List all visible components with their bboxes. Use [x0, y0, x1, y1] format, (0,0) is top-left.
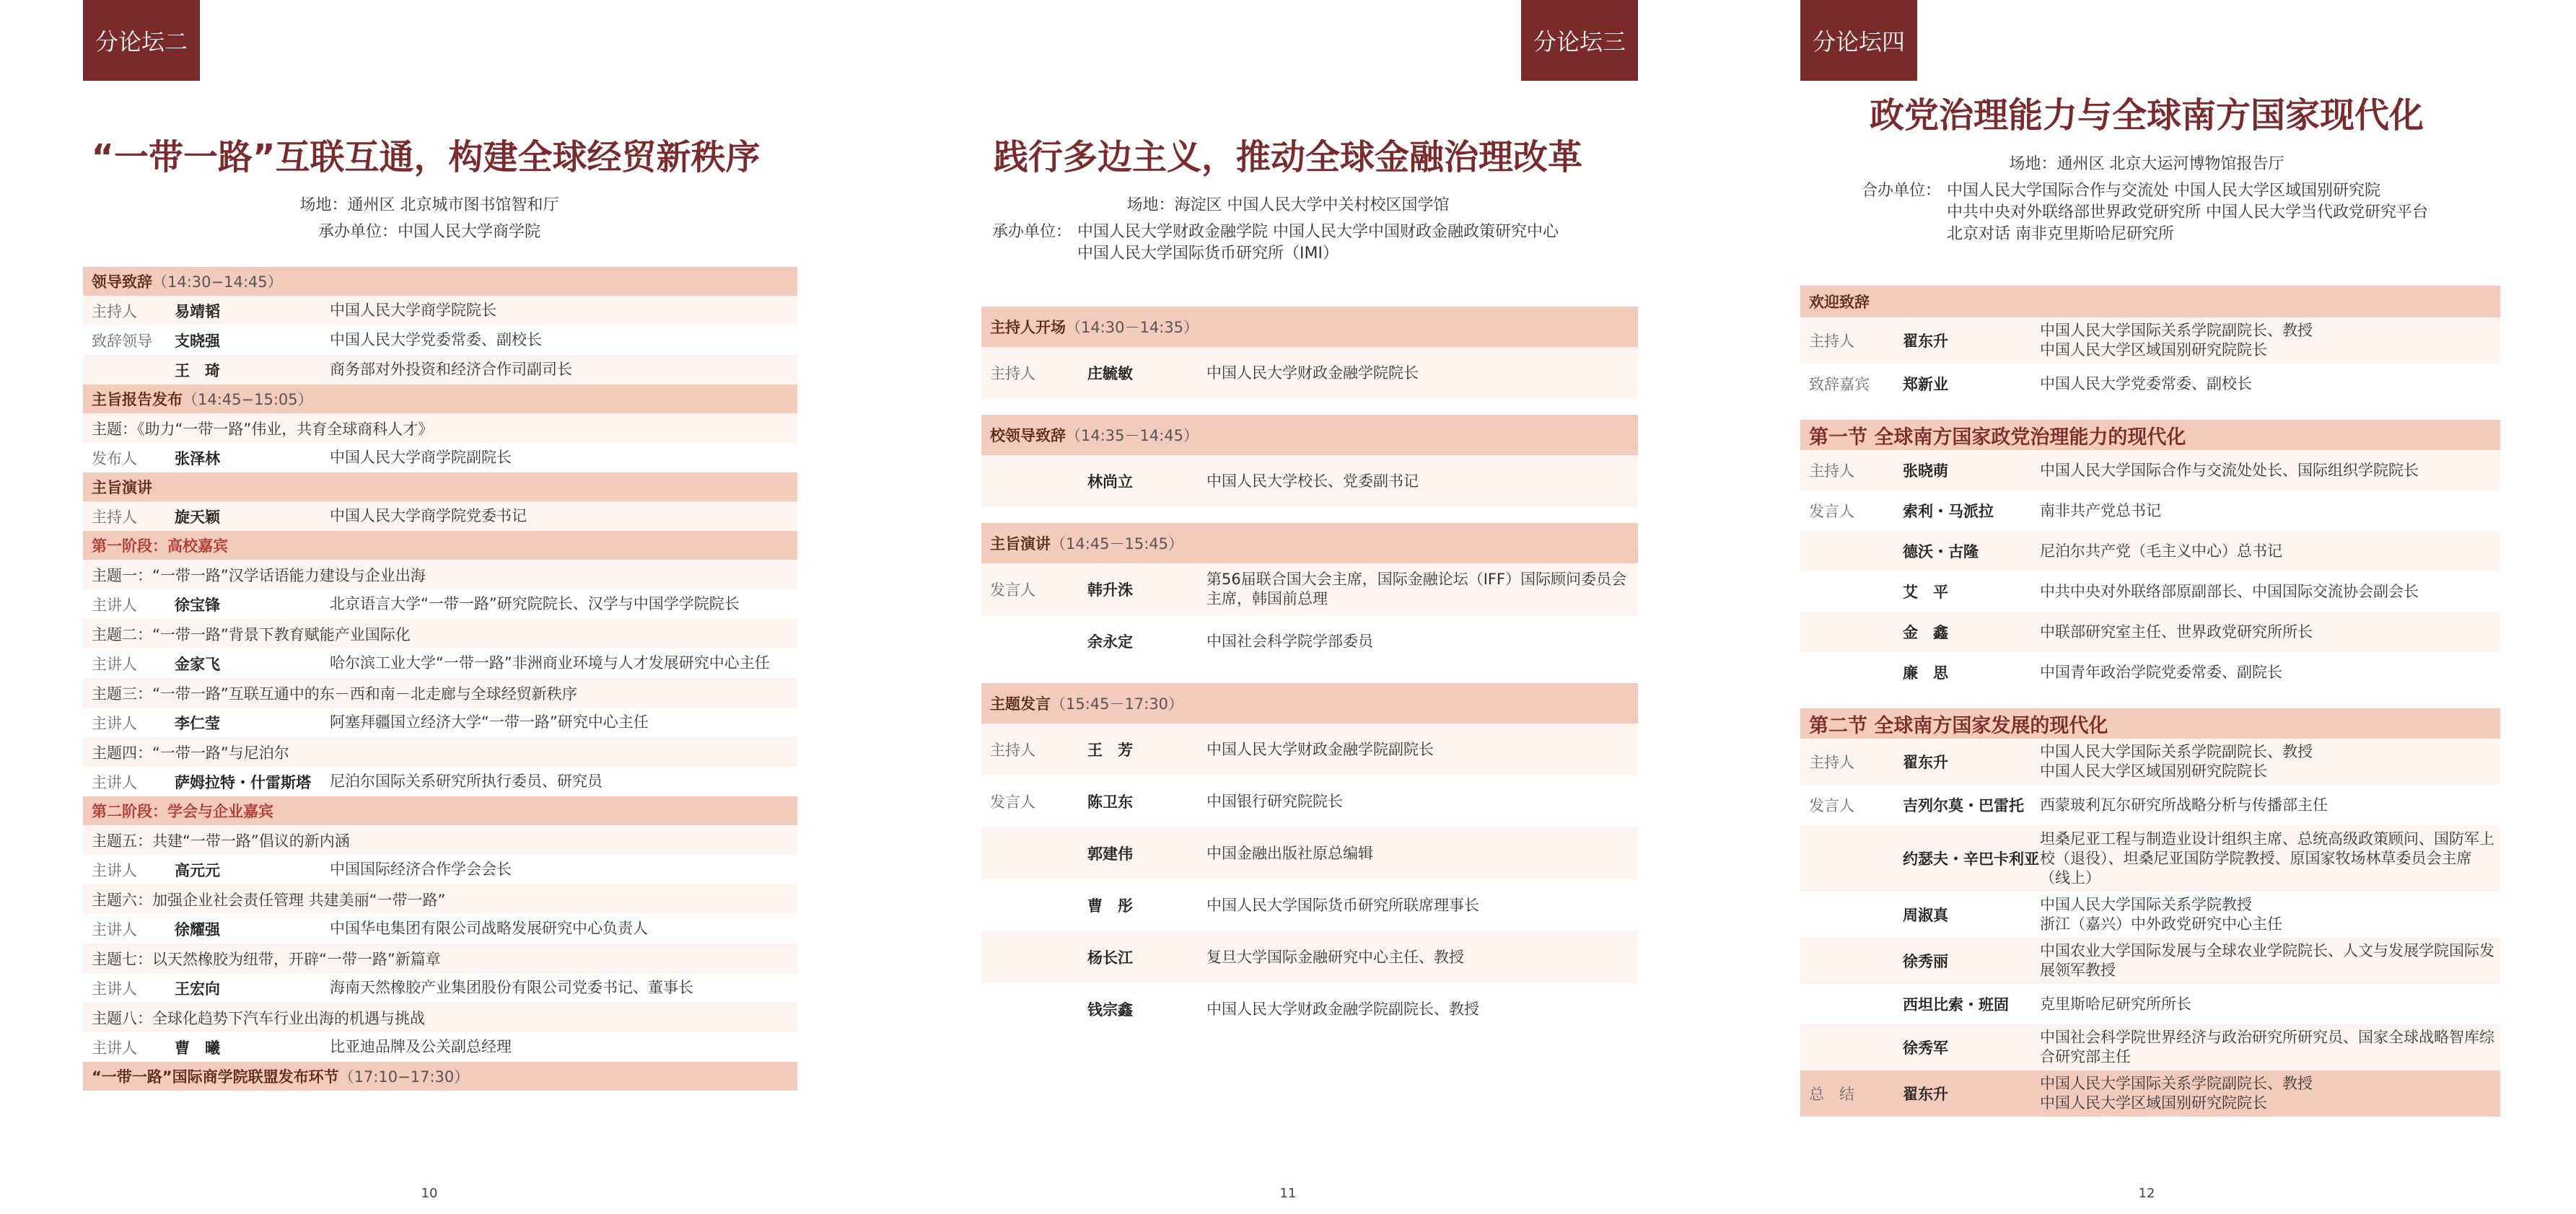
section-title: 主旨演讲 [990, 535, 1051, 553]
person-name: 张晓萌 [1903, 462, 1948, 480]
role-label: 致辞嘉宾 [1809, 376, 1870, 393]
topic-text: 主题八：全球化趋势下汽车行业出海的机遇与挑战 [92, 1009, 425, 1027]
person-name: 李仁莹 [175, 714, 220, 732]
topic-text: 主题七：以天然橡胶为纽带，开辟“一带一路”新篇章 [92, 950, 441, 968]
person-name: 韩升洙 [1087, 581, 1133, 599]
section-header [83, 472, 797, 501]
person-title: 中国国际经济合作学会会长 [330, 861, 512, 878]
section-header [981, 523, 1638, 563]
person-title: 北京语言大学“一带一路”研究院院长、汉学与中国学学院院长 [330, 595, 740, 612]
host-line: 中共中央对外联络部世界政党研究所 中国人民大学当代政党研究平台 [1947, 203, 2429, 221]
person-title: 尼泊尔共产党（毛主义中心）总书记 [2040, 542, 2282, 560]
person-title: 中国人民大学财政金融学院副院长 [1206, 740, 1434, 758]
person-name: 郭建伟 [1087, 845, 1133, 863]
person-name: 徐秀军 [1903, 1039, 1948, 1057]
topic-text: 主题三：“一带一路”互联互通中的东－西和南－北走廊与全球经贸新秩序 [92, 685, 577, 703]
section-header [83, 267, 797, 296]
section-title: 领导致辞 [92, 273, 152, 291]
topic-row [83, 944, 797, 973]
host-label: 承办单位： [992, 223, 1072, 241]
person-title: 中国青年政治学院党委常委、副院长 [2040, 663, 2282, 681]
person-title: 中联部研究室主任、世界政党研究所所长 [2040, 623, 2313, 641]
person-title: 中国人民大学商学院副院长 [330, 449, 512, 466]
section-header [83, 1062, 797, 1091]
section-header [981, 415, 1638, 455]
section-time: （14:45−15:05） [183, 391, 313, 408]
person-title: 坦桑尼亚工程与制造业设计组织主席、总统高级政策顾问、国防军上校（退役）、坦桑尼亚国防学院教授、原国家牧场林草委员会主席（线上） [2040, 830, 2494, 887]
person-title: 中国人民大学国际关系学院副院长、教授 中国人民大学区域国别研究院院长 [2040, 1075, 2313, 1112]
person-name: 萨姆拉特・什雷斯塔 [175, 773, 311, 791]
section-header [981, 307, 1638, 347]
person-title: 阿塞拜疆国立经济大学“一带一路”研究中心主任 [330, 713, 649, 731]
person-title: 中国人民大学国际合作与交流处处长、国际组织学院院长 [2040, 461, 2419, 479]
person-title: 中国人民大学财政金融学院院长 [1206, 364, 1419, 382]
person-title: 中国社会科学院学部委员 [1206, 632, 1373, 650]
role-label: 主持人 [1809, 754, 1854, 771]
program-row [1800, 571, 2500, 612]
page-title: “一带一路”互联互通，构建全球经贸新秩序 [91, 137, 761, 177]
section-title: 主持人开场 [990, 319, 1066, 336]
program-row [83, 501, 797, 531]
person-title: 中国人民大学国际货币研究所联席理事长 [1206, 896, 1479, 914]
page-number: 11 [1279, 1186, 1297, 1201]
program-row [981, 455, 1638, 507]
role-label: 主讲人 [92, 980, 137, 998]
person-title: 比亚迪品牌及公关副总经理 [330, 1038, 512, 1055]
program-list [1800, 286, 2500, 1117]
person-name: 徐宝锋 [175, 596, 220, 614]
forum-tag: 分论坛三 [1521, 0, 1638, 81]
program-row [83, 1032, 797, 1062]
role-label: 致辞领导 [92, 332, 152, 350]
person-title: 中国农业大学国际发展与全球农业学院院长、人文与发展学院国际发展领军教授 [2040, 942, 2494, 979]
person-name: 艾 平 [1903, 584, 1948, 601]
program-row [1800, 1070, 2500, 1117]
section-title: 第二阶段：学会与企业嘉宾 [92, 803, 273, 820]
person-name: 庄毓敏 [1087, 365, 1133, 382]
person-name: 徐秀丽 [1903, 953, 1948, 970]
page-11 [859, 0, 1717, 1214]
program-row [1800, 652, 2500, 692]
page-number: 12 [2138, 1186, 2155, 1201]
section-title: 欢迎致辞 [1809, 294, 1870, 311]
section-title: 第二节 全球南方国家发展的现代化 [1809, 714, 2108, 737]
program-row [1800, 739, 2500, 785]
program-row [83, 648, 797, 678]
program-row [1800, 984, 2500, 1024]
program-row [83, 296, 797, 325]
person-title: 商务部对外投资和经济合作司副司长 [330, 361, 572, 378]
program-row [981, 879, 1638, 931]
section-header [1800, 420, 2500, 450]
topic-row [83, 678, 797, 708]
section-time: （15:45－17:30） [1051, 695, 1184, 713]
program-row [1800, 317, 2500, 364]
program-row [83, 973, 797, 1003]
topic-row [83, 825, 797, 855]
topic-text: 主题六：加强企业社会责任管理 共建美丽“一带一路” [92, 891, 446, 909]
person-name: 约瑟夫・辛巴卡利亚 [1903, 850, 2039, 868]
person-name: 易靖韬 [175, 302, 220, 320]
role-label: 主持人 [1809, 462, 1854, 480]
person-name: 旋天颖 [175, 508, 220, 526]
person-name: 翟东升 [1903, 754, 1948, 771]
person-title: 中国人民大学财政金融学院副院长、教授 [1206, 1000, 1479, 1018]
person-title: 克里斯哈尼研究所所长 [2040, 995, 2191, 1013]
person-title: 尼泊尔国际关系研究所执行委员、研究员 [330, 773, 603, 790]
person-title: 中国人民大学国际关系学院副院长、教授 中国人民大学区域国别研究院院长 [2040, 322, 2313, 359]
person-name: 郑新业 [1903, 376, 1948, 393]
person-name: 王 琦 [175, 361, 220, 379]
page-title: 践行多边主义，推动全球金融治理改革 [993, 137, 1582, 177]
person-title: 中国人民大学国际关系学院教授 浙江（嘉兴）中外政党研究中心主任 [2040, 896, 2282, 933]
section-header [1800, 286, 2500, 317]
person-name: 索利・马派拉 [1903, 503, 1994, 520]
section-time: （17:10−17:30） [338, 1068, 470, 1086]
section-time: （14:30−14:45） [152, 273, 283, 291]
program-row [1800, 785, 2500, 825]
person-title: 中国人民大学党委常委、副校长 [330, 331, 542, 348]
program-row [1800, 491, 2500, 531]
person-title: 南非共产党总书记 [2040, 501, 2161, 519]
program-row [1800, 892, 2500, 938]
role-label: 主讲人 [92, 920, 137, 938]
program-row [981, 347, 1638, 399]
role-label: 主持人 [92, 508, 137, 526]
host-line: 中国人民大学财政金融学院 中国人民大学中国财政金融政策研究中心 [1077, 223, 1559, 241]
role-label: 主讲人 [92, 596, 137, 614]
person-name: 余永定 [1087, 633, 1133, 651]
page-10 [0, 0, 859, 1214]
person-title: 中共中央对外联络部原副部长、中国国际交流协会副会长 [2040, 582, 2419, 600]
person-name: 西坦比索・班固 [1903, 996, 2009, 1013]
role-label: 主持人 [92, 302, 137, 320]
topic-text: 主题四：“一带一路”与尼泊尔 [92, 744, 289, 762]
person-title: 海南天然橡胶产业集团股份有限公司党委书记、董事长 [330, 979, 693, 996]
topic-row [83, 884, 797, 914]
program-list [981, 307, 1638, 1035]
person-title: 西蒙玻利瓦尔研究所战略分析与传播部主任 [2040, 796, 2328, 814]
host-unit [1862, 180, 2428, 245]
person-title: 中国人民大学商学院院长 [330, 302, 496, 319]
person-name: 金家飞 [175, 655, 220, 673]
person-name: 德沃・古隆 [1903, 543, 1979, 560]
topic-row [83, 737, 797, 767]
program-row [83, 325, 797, 355]
venue: 场地：通州区 北京大运河博物馆报告厅 [2009, 155, 2284, 173]
program-row [1800, 938, 2500, 984]
section-header [83, 384, 797, 413]
topic-text: 主题二：“一带一路”背景下教育赋能产业国际化 [92, 625, 411, 643]
venue: 场地：通州区 北京城市图书馆智和厅 [299, 196, 559, 214]
section-header [981, 683, 1638, 723]
page-number: 10 [421, 1186, 438, 1201]
person-title: 哈尔滨工业大学“一带一路”非洲商业环境与人才发展研究中心主任 [330, 654, 770, 672]
section-header [83, 796, 797, 825]
host-line: 中国人民大学国际货币研究所（IMI） [1077, 245, 1339, 263]
program-row [1800, 364, 2500, 404]
person-name: 高元元 [175, 861, 220, 879]
role-label: 主持人 [990, 742, 1035, 759]
host-line: 北京对话 南非克里斯哈尼研究所 [1947, 225, 2175, 243]
role-label: 主讲人 [92, 1039, 137, 1057]
role-label: 主讲人 [92, 714, 137, 732]
program-row [1800, 1024, 2500, 1070]
person-name: 林尚立 [1087, 473, 1133, 491]
person-name: 翟东升 [1903, 1086, 1948, 1103]
program-row [981, 563, 1638, 615]
person-name: 金 鑫 [1903, 624, 1948, 641]
section-title: 校领导致辞 [990, 427, 1066, 444]
program-row [1800, 450, 2500, 491]
host-line: 中国人民大学国际合作与交流处 中国人民大学区域国别研究院 [1947, 182, 2381, 200]
section-title: 第一节 全球南方国家政党治理能力的现代化 [1809, 426, 2186, 449]
role-label: 总 结 [1809, 1086, 1854, 1103]
person-name: 杨长江 [1087, 949, 1133, 967]
role-label: 主持人 [990, 365, 1035, 382]
section-title: 第一阶段：高校嘉宾 [92, 537, 228, 555]
forum-tag: 分论坛四 [1800, 0, 1917, 81]
person-name: 周淑真 [1903, 907, 1948, 924]
person-name: 徐耀强 [175, 920, 220, 938]
person-name: 王宏向 [175, 980, 220, 998]
person-title: 中国金融出版社原总编辑 [1206, 844, 1373, 862]
person-title: 中国银行研究院院长 [1206, 792, 1343, 810]
host-unit [992, 221, 1559, 265]
program-row [981, 827, 1638, 879]
person-title: 复旦大学国际金融研究中心主任、教授 [1206, 948, 1464, 966]
topic-text: 主题一：“一带一路”汉学话语能力建设与企业出海 [92, 566, 426, 584]
section-time: （14:35－14:45） [1066, 427, 1199, 444]
topic-text: 主题：《助力“一带一路”伟业，共育全球商科人才》 [92, 420, 434, 438]
topic-row [83, 619, 797, 648]
program-row [83, 589, 797, 619]
role-label: 主讲人 [92, 655, 137, 673]
role-label: 发言人 [990, 581, 1035, 599]
person-title: 中国人民大学校长、党委副书记 [1206, 472, 1419, 490]
section-header [1800, 708, 2500, 739]
person-title: 中国社会科学院世界经济与政治研究所研究员、国家全球战略智库综合研究部主任 [2040, 1029, 2494, 1065]
person-name: 支晓强 [175, 332, 220, 350]
person-name: 曹 曦 [175, 1039, 220, 1057]
program-row [83, 708, 797, 737]
host-unit: 承办单位：中国人民大学商学院 [317, 223, 540, 241]
section-header [83, 531, 797, 560]
topic-row [83, 413, 797, 443]
role-label: 发言人 [1809, 797, 1854, 814]
program-row [1800, 825, 2500, 892]
program-row [83, 914, 797, 944]
person-name: 钱宗鑫 [1087, 1001, 1133, 1019]
role-label: 主讲人 [92, 773, 137, 791]
person-name: 王 芳 [1087, 742, 1133, 759]
venue: 场地：海淀区 中国人民大学中关村校区国学馆 [1126, 196, 1450, 214]
program-row [981, 775, 1638, 827]
program-row [981, 931, 1638, 983]
section-title: “一带一路”国际商学院联盟发布环节 [92, 1068, 339, 1086]
program-row [981, 983, 1638, 1035]
person-name: 翟东升 [1903, 333, 1948, 350]
program-row [981, 723, 1638, 775]
program-row [83, 855, 797, 884]
program-row [83, 443, 797, 472]
person-name: 廉 思 [1903, 664, 1948, 682]
program-list [83, 267, 797, 1091]
section-time: （14:45－15:45） [1051, 535, 1184, 553]
person-title: 中国人民大学党委常委、副校长 [2040, 374, 2252, 392]
topic-row [83, 1003, 797, 1032]
section-title: 主题发言 [990, 695, 1051, 713]
program-row [83, 355, 797, 384]
program-row [1800, 612, 2500, 652]
person-name: 陈卫东 [1087, 793, 1133, 811]
page-12 [1717, 0, 2576, 1214]
topic-text: 主题五：共建“一带一路”倡议的新内涵 [92, 832, 350, 850]
section-title: 主旨报告发布 [92, 391, 183, 408]
topic-row [83, 560, 797, 589]
person-title: 第56届联合国大会主席，国际金融论坛（IFF）国际顾问委员会主席，韩国前总理 [1206, 571, 1627, 607]
role-label: 主持人 [1809, 333, 1854, 350]
person-name: 张泽林 [175, 449, 220, 467]
person-name: 曹 彤 [1087, 897, 1133, 915]
person-title: 中国人民大学国际关系学院副院长、教授 中国人民大学区域国别研究院院长 [2040, 743, 2313, 780]
person-title: 中国华电集团有限公司战略发展研究中心负责人 [330, 920, 648, 937]
person-title: 中国人民大学商学院党委书记 [330, 507, 527, 524]
section-title: 主旨演讲 [92, 479, 152, 496]
role-label: 发言人 [990, 793, 1035, 811]
role-label: 主讲人 [92, 861, 137, 879]
program-row [83, 767, 797, 796]
program-row [981, 615, 1638, 667]
forum-tag: 分论坛二 [83, 0, 200, 81]
role-label: 发布人 [92, 449, 137, 467]
host-label: 合办单位： [1862, 182, 1942, 200]
role-label: 发言人 [1809, 503, 1854, 520]
section-time: （14:30－14:35） [1066, 319, 1199, 336]
program-row [1800, 531, 2500, 571]
person-name: 吉列尔莫・巴雷托 [1903, 797, 2024, 814]
page-title: 政党治理能力与全球南方国家现代化 [1869, 95, 2424, 136]
